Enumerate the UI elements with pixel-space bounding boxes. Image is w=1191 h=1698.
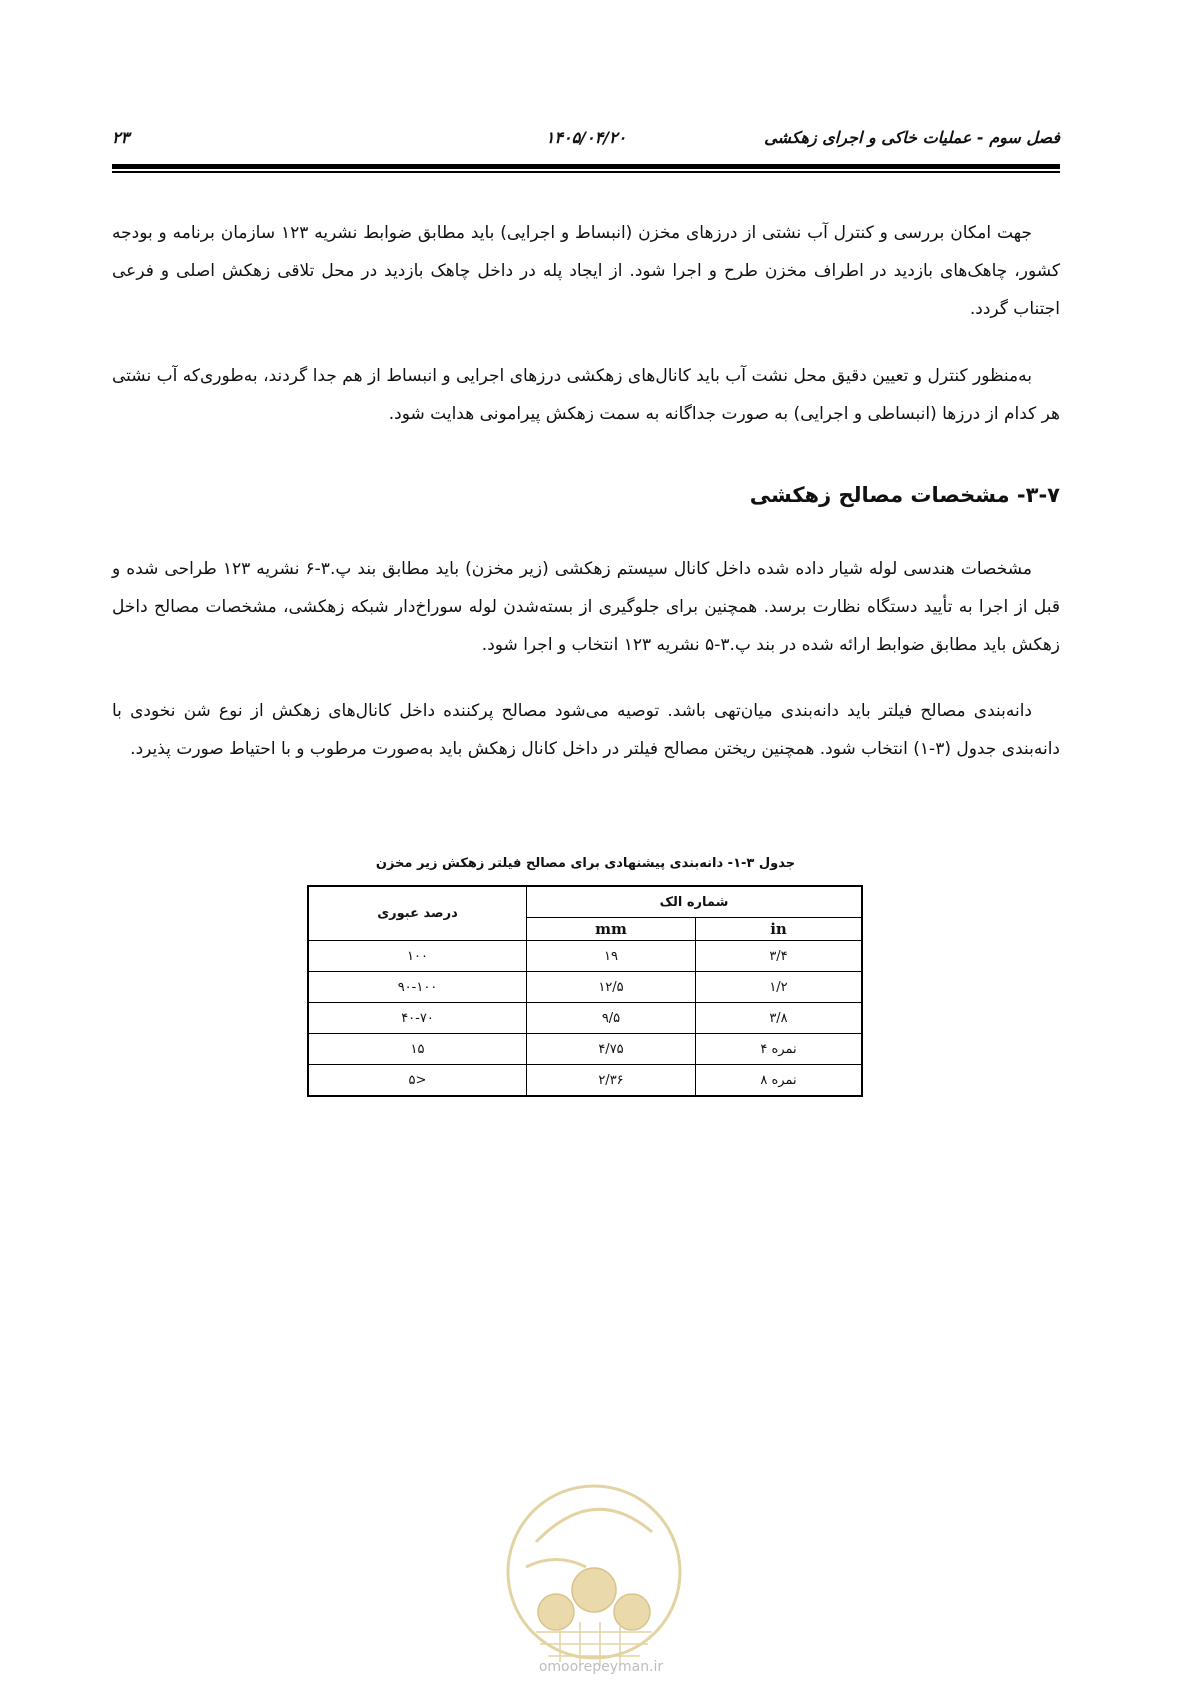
cell-in: ۱/۲: [696, 972, 863, 1003]
header-rule-thick: [112, 164, 1060, 169]
header-date: ۱۴۰۵/۰۴/۲۰: [545, 128, 627, 147]
table-row: [308, 941, 862, 972]
cell-mm: ۱۲/۵: [527, 972, 696, 1003]
cell-in: نمره ۴: [696, 1034, 863, 1065]
cell-in: ۳/۴: [696, 941, 863, 972]
paragraph-text: به‌منظور کنترل و تعیین دقیق محل نشت آب باید کانال‌های زهکشی درزهای اجرایی و انبساط از هم جدا گردند، به‌طوری‌که آب نشتی هر کدام از درزها (انبساطی و اجرایی) به صورت جداگانه به سمت زهکش پیرامونی هدایت شود.: [112, 366, 1060, 424]
subheader-in: in: [696, 918, 863, 941]
cell-passing: ۴۰-۷۰: [308, 1003, 527, 1034]
table-caption: جدول ۳-۱- دانه‌بندی پیشنهادی برای مصالح فیلتر زهکش زیر مخزن: [375, 856, 796, 871]
paragraph-text: دانه‌بندی مصالح فیلتر باید دانه‌بندی میان‌تهی باشد. توصیه می‌شود مصالح پرکننده داخل کانال‌های زهکش از نوع شن نخودی با دانه‌بندی جدول (۳-۱) انتخاب شود. همچنین ریختن مصالح فیلتر در داخل کانال زهکش باید به‌صورت مرطوب و با احتیاط صورت پذیرد.: [112, 701, 1060, 759]
chapter-title: فصل سوم - عملیات خاکی و اجرای زهکشی: [764, 128, 1060, 147]
cell-passing: ۱۵: [308, 1034, 527, 1065]
header-passing-percent: درصد عبوری: [308, 886, 527, 941]
watermark-site: omoorepeyman.ir: [538, 1659, 664, 1675]
cell-in: ۳/۸: [696, 1003, 863, 1034]
paragraph-joint-drainage: [112, 357, 1060, 433]
cell-passing: ۹۰-۱۰۰: [308, 972, 527, 1003]
cell-passing: <۵: [308, 1065, 527, 1097]
header-sieve-number: شماره الک: [527, 886, 863, 918]
paragraph-pipe-specs: [112, 550, 1060, 664]
table-header-row: [308, 886, 862, 918]
page-number: ۲۳: [112, 128, 130, 147]
cell-in: نمره ۸: [696, 1065, 863, 1097]
table-row: [308, 972, 862, 1003]
paragraph-filter-grading: [112, 692, 1060, 768]
page-header: [112, 128, 1060, 154]
cell-mm: ۱۹: [527, 941, 696, 972]
table-row: [308, 1034, 862, 1065]
cell-mm: ۴/۷۵: [527, 1034, 696, 1065]
cell-passing: ۱۰۰: [308, 941, 527, 972]
paragraph-text: مشخصات هندسی لوله شیار داده شده داخل کانال سیستم زهکشی (زیر مخزن) باید مطابق بند پ.۳-۶ نشریه ۱۲۳ طراحی شده و قبل از اجرا به تأیید دستگاه نظارت برسد. همچنین برای جلوگیری از بسته‌شدن لوله سوراخ‌دار شبکه زهکشی، مشخصات مصالح داخل زهکش باید مطابق ضوابط ارائه شده در بند پ.۳-۵ نشریه ۱۲۳ انتخاب و اجرا شود.: [112, 559, 1060, 655]
table-row: [308, 1065, 862, 1097]
section-heading: ۳-۷- مشخصات مصالح زهکشی: [749, 483, 1060, 507]
header-rule-thin: [112, 171, 1060, 173]
grading-table: [307, 885, 863, 1097]
cell-mm: ۹/۵: [527, 1003, 696, 1034]
paragraph-inspection-wells: [112, 214, 1060, 328]
table-row: [308, 1003, 862, 1034]
paragraph-text: جهت امکان بررسی و کنترل آب نشتی از درزهای مخزن (انبساط و اجرایی) باید مطابق ضوابط نشریه ۱۲۳ سازمان برنامه و بودجه کشور، چاهک‌های بازدید در اطراف مخزن طرح و اجرا شود. از ایجاد پله در داخل چاهک بازدید در محل تلاقی زهکش اصلی و فرعی اجتناب گردد.: [112, 223, 1060, 319]
cell-mm: ۲/۳۶: [527, 1065, 696, 1097]
subheader-mm: mm: [527, 918, 696, 941]
